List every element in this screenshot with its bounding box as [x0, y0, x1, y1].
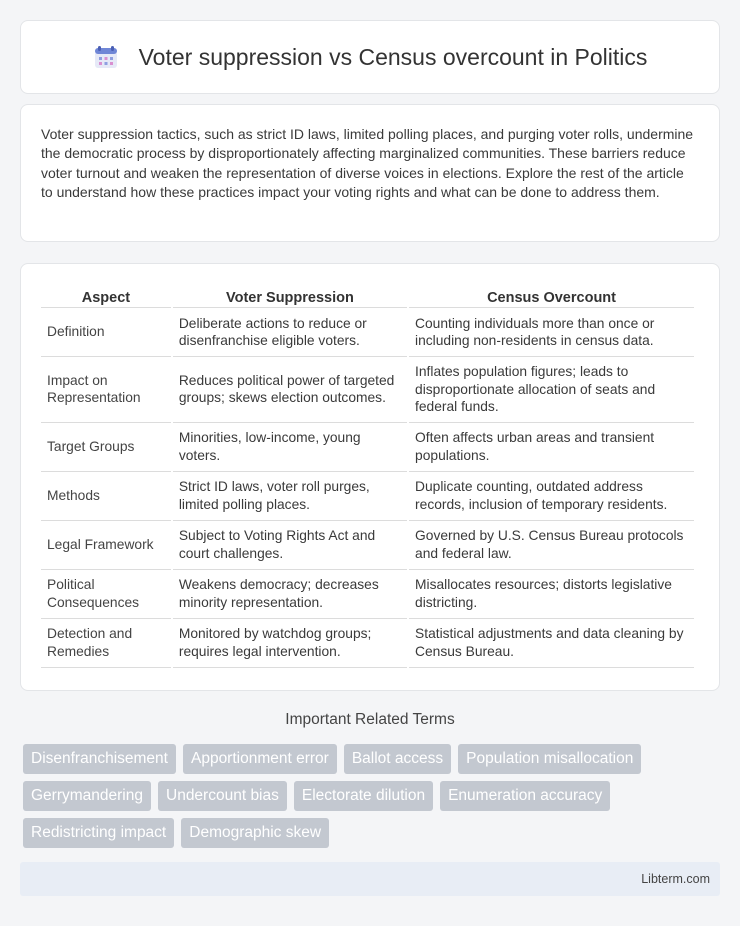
- header-aspect: Aspect: [41, 284, 171, 308]
- aspect-cell: Target Groups: [41, 423, 171, 472]
- term-tag[interactable]: Undercount bias: [158, 781, 287, 811]
- census-overcount-cell: Often affects urban areas and transient populations.: [409, 423, 694, 472]
- table-row: [41, 619, 694, 668]
- intro-card: [20, 104, 720, 242]
- voter-suppression-cell: Monitored by watchdog groups; requires legal intervention.: [173, 619, 407, 668]
- term-tag[interactable]: Population misallocation: [458, 744, 641, 774]
- table-row: [41, 357, 694, 423]
- voter-suppression-cell: Minorities, low-income, young voters.: [173, 423, 407, 472]
- header: [93, 44, 648, 71]
- term-tag[interactable]: Enumeration accuracy: [440, 781, 610, 811]
- voter-suppression-cell: Subject to Voting Rights Act and court challenges.: [173, 521, 407, 570]
- page-title: Voter suppression vs Census overcount in Politics: [138, 43, 648, 70]
- footer-site-link[interactable]: Libterm.com: [641, 872, 710, 886]
- voter-suppression-cell: Strict ID laws, voter roll purges, limited polling places.: [173, 472, 407, 521]
- header-card: [20, 20, 720, 94]
- table-row: [41, 423, 694, 472]
- table-row: [41, 521, 694, 570]
- census-overcount-cell: Governed by U.S. Census Bureau protocols and federal law.: [409, 521, 694, 570]
- aspect-cell: Detection and Remedies: [41, 619, 171, 668]
- aspect-cell: Methods: [41, 472, 171, 521]
- table-row: [41, 570, 694, 619]
- term-tag[interactable]: Electorate dilution: [294, 781, 433, 811]
- term-tag[interactable]: Apportionment error: [183, 744, 337, 774]
- term-tag[interactable]: Disenfranchisement: [23, 744, 176, 774]
- intro-paragraph: Voter suppression tactics, such as strict ID laws, limited polling places, and purging voter rolls, undermine the democratic process by disproportionately affecting marginalized communities. These barriers reduce voter turnout and weaken the representation of diverse voices in elections. Explore the rest of the article to understand how these practices impact your voting rights and what can be done to address them.: [41, 126, 694, 201]
- related-terms-list: [23, 744, 713, 848]
- header-voter-suppression: Voter Suppression: [173, 284, 407, 308]
- related-terms-title: Important Related Terms: [285, 711, 455, 728]
- census-overcount-cell: Counting individuals more than once or including non-residents in census data.: [409, 308, 694, 357]
- aspect-cell: Political Consequences: [41, 570, 171, 619]
- table-header-row: [41, 284, 694, 308]
- table-row: [41, 472, 694, 521]
- census-overcount-cell: Inflates population figures; leads to disproportionate allocation of seats and federal funds.: [409, 357, 694, 423]
- term-tag[interactable]: Demographic skew: [181, 818, 329, 848]
- census-overcount-cell: Duplicate counting, outdated address records, inclusion of temporary residents.: [409, 472, 694, 521]
- term-tag[interactable]: Gerrymandering: [23, 781, 151, 811]
- table-row: [41, 308, 694, 357]
- aspect-cell: Legal Framework: [41, 521, 171, 570]
- term-tag[interactable]: Ballot access: [344, 744, 451, 774]
- census-overcount-cell: Misallocates resources; distorts legislative districting.: [409, 570, 694, 619]
- voter-suppression-cell: Weakens democracy; decreases minority representation.: [173, 570, 407, 619]
- footer: [20, 862, 720, 896]
- aspect-cell: Definition: [41, 308, 171, 357]
- calendar-icon: [93, 44, 119, 70]
- aspect-cell: Impact on Representation: [41, 357, 171, 423]
- header-census-overcount: Census Overcount: [409, 284, 694, 308]
- census-overcount-cell: Statistical adjustments and data cleaning by Census Bureau.: [409, 619, 694, 668]
- term-tag[interactable]: Redistricting impact: [23, 818, 174, 848]
- voter-suppression-cell: Deliberate actions to reduce or disenfranchise eligible voters.: [173, 308, 407, 357]
- voter-suppression-cell: Reduces political power of targeted groups; skews election outcomes.: [173, 357, 407, 423]
- comparison-card: [20, 263, 720, 691]
- comparison-table: [39, 284, 696, 668]
